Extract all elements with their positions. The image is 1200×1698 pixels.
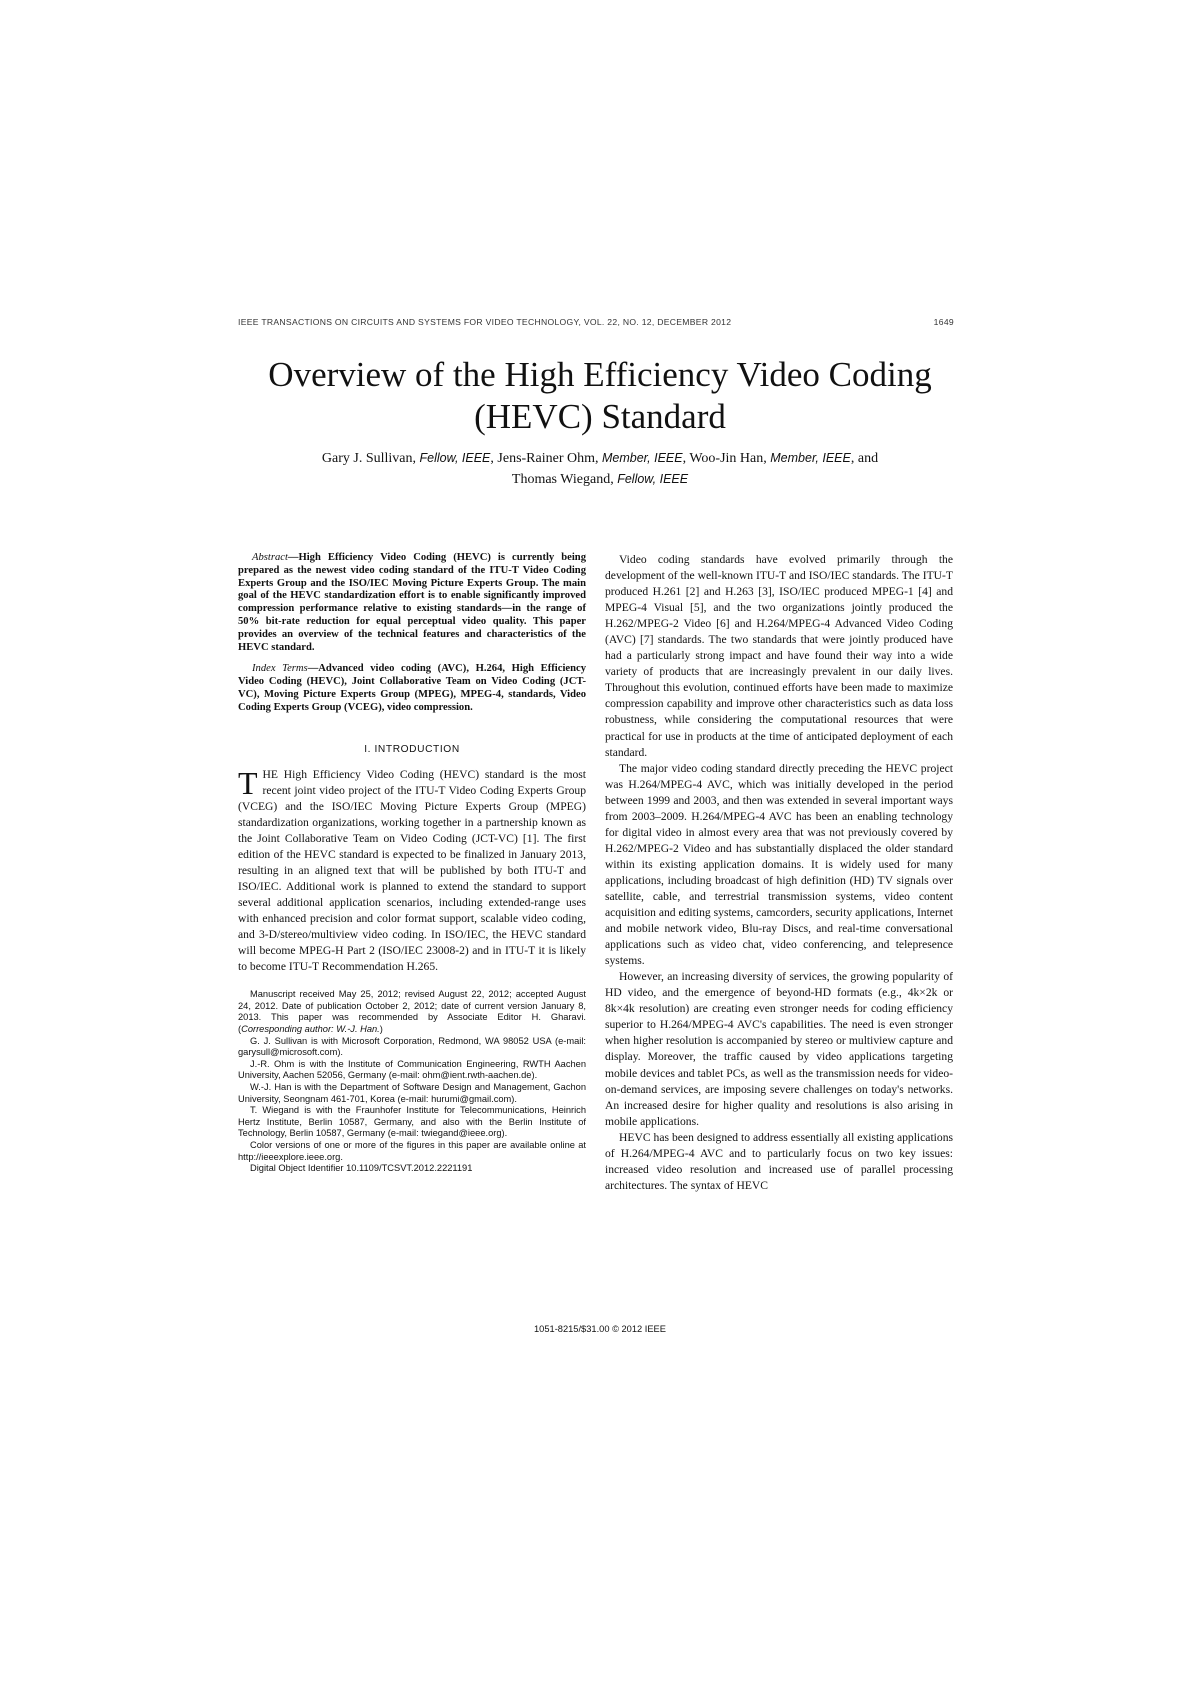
author-separator: , xyxy=(682,451,690,466)
title-line-2: (HEVC) Standard xyxy=(474,397,726,436)
author-name: Woo-Jin Han, xyxy=(689,451,771,466)
running-header xyxy=(238,317,954,327)
journal-name: IEEE TRANSACTIONS ON CIRCUITS AND SYSTEMS FOR VIDEO TECHNOLOGY, VOL. 22, NO. 12, DECEMBER 2012 xyxy=(238,317,732,327)
author-separator: , and xyxy=(850,451,879,466)
author-separator: , xyxy=(490,451,498,466)
section-heading-introduction: I. INTRODUCTION xyxy=(364,743,460,755)
body-paragraph-1: Video coding standards have evolved primarily through the development of the well-known ITU-T and ISO/IEC standards. The ITU-T produced H.261 [2] and H.263 [3], ISO/IEC produced MPEG-1 [4] and MPEG-4 Visual [5], and the two organizations jointly produced the H.262/MPEG-2 Video [6] and H.264/MPEG-4 Advanced Video Coding (AVC) [7] standards. The two standards that were jointly produced have had a particularly strong impact and have found their way into a wide variety of products that are increasingly prevalent in our daily lives. Throughout this evolution, continued efforts have been made to maximize compression capability and improve other characteristics such as data loss robustness, while considering the computational resources that were practical for use in products at the time of anticipated deployment of each standard. xyxy=(605,553,953,759)
footnotes xyxy=(238,989,586,1175)
right-column xyxy=(605,552,953,1194)
footnote-doi: Digital Object Identifier 10.1109/TCSVT.2012.2221191 xyxy=(250,1163,473,1174)
abstract-label: Abstract xyxy=(252,552,288,563)
body-paragraph-2: The major video coding standard directly preceding the HEVC project was H.264/MPEG-4 AVC, which was initially developed in the period between 1999 and 2003, and then was extended in several important ways from 2003–2009. H.264/MPEG-4 AVC has been an enabling technology for digital video in almost every area that was not previously covered by H.262/MPEG-2 Video and has substantially displaced the older standard within its existing application domains. It is widely used for many applications, including broadcast of high definition (HD) TV signals over satellite, cable, and terrestrial transmission systems, video content acquisition and editing systems, camcorders, security applications, Internet and mobile network video, Blu-ray Discs, and real-time conversational applications such as video chat, video conferencing, and telepresence systems. xyxy=(605,761,953,968)
footnote-han: W.-J. Han is with the Department of Software Design and Management, Gachon University, Seongnam 461-701, Korea (e-mail: hurumi@gmail.com). xyxy=(238,1081,586,1104)
abstract-text: —High Efficiency Video Coding (HEVC) is currently being prepared as the newest video coding standard of the ITU-T Video Coding Experts Group and the ISO/IEC Moving Picture Experts Group. The main goal of the HEVC standardization effort is to enable significantly improved compression performance relative to existing standards—in the range of 50% bit-rate reduction for equal perceptual video quality. This paper provides an overview of the technical features and characteristics of the HEVC standard. xyxy=(238,552,586,653)
footnote-corresponding-author: Corresponding author: W.-J. Han. xyxy=(241,1024,380,1034)
footnote-manuscript xyxy=(238,989,586,1035)
index-terms xyxy=(238,663,586,714)
index-terms-text: —Advanced video coding (AVC), H.264, High Efficiency Video Coding (HEVC), Joint Collaborative Team on Video Coding (JCT-VC), Moving Picture Experts Group (MPEG), MPEG-4, standards, Video Coding Experts Group (VCEG), video compression. xyxy=(238,663,586,713)
copyright-line: 1051-8215/$31.00 © 2012 IEEE xyxy=(534,1324,666,1334)
author-name: Jens-Rainer Ohm, xyxy=(497,451,602,466)
left-column xyxy=(238,552,586,1175)
paper-title xyxy=(200,354,1000,438)
author-grade: Fellow, IEEE xyxy=(617,472,689,486)
author-grade: Member, IEEE xyxy=(770,451,851,465)
footnote-manuscript-end: ) xyxy=(379,1024,383,1034)
author-list xyxy=(200,448,1000,490)
body-paragraph-3: However, an increasing diversity of services, the growing popularity of HD video, and the emergence of beyond-HD formats (e.g., 4k×2k or 8k×4k resolution) are creating even stronger needs for coding efficiency superior to H.264/MPEG-4 AVC's capabilities. The need is even stronger when higher resolution is accompanied by stereo or multiview capture and display. Moreover, the traffic caused by video applications targeting mobile devices and tablet PCs, as well as the transmission needs for video-on-demand services, are imposing severe challenges on today's networks. An increased desire for higher quality and resolutions is also arising in mobile applications. xyxy=(605,970,953,1128)
body-paragraph-4: HEVC has been designed to address essentially all existing applications of H.264/MPEG-4 AVC and to particularly focus on two key issues: increased video resolution and increased use of parallel processing architectures. The syntax of HEVC xyxy=(605,1130,953,1192)
footnote-sullivan: G. J. Sullivan is with Microsoft Corporation, Redmond, WA 98052 USA (e-mail: garysull@microsoft.com). xyxy=(238,1035,586,1058)
index-terms-label: Index Terms xyxy=(252,663,308,675)
page-number: 1649 xyxy=(933,317,954,327)
abstract xyxy=(238,552,586,654)
drop-cap: T xyxy=(238,764,258,801)
author-name: Gary J. Sullivan, xyxy=(321,451,420,466)
title-line-1: Overview of the High Efficiency Video Coding xyxy=(268,355,932,394)
author-grade: Member, IEEE xyxy=(602,451,683,465)
footnote-color: Color versions of one or more of the figures in this paper are available online at http://ieeexplore.ieee.org. xyxy=(238,1139,586,1162)
footnote-manuscript-text: Manuscript received May 25, 2012; revised August 22, 2012; accepted August 24, 2012. Date of publication October 2, 2012; date of current version January 8, 2013. This paper was recommended by Associate Editor H. Gharavi. ( xyxy=(238,989,586,1034)
author-name: Thomas Wiegand, xyxy=(511,472,618,487)
footnote-wiegand: T. Wiegand is with the Fraunhofer Institute for Telecommunications, Heinrich Hertz Institute, Berlin 10587, Germany, and also with the Berlin Institute of Technology, Berlin 10587, Germany (e-mail: twiegand@ieee.org). xyxy=(238,1105,586,1139)
intro-paragraph-text: HE High Efficiency Video Coding (HEVC) standard is the most recent joint video project of the ITU-T Video Coding Experts Group (VCEG) and the ISO/IEC Moving Picture Experts Group (MPEG) standardization organizations, working together in a partnership known as the Joint Collaborative Team on Video Coding (JCT-VC) [1]. The first edition of the HEVC standard is expected to be finalized in January 2013, resulting in an aligned text that will be published by both ITU-T and ISO/IEC. Additional work is planned to extend the standard to support several additional application scenarios, including extended-range uses with enhanced precision and color format support, scalable video coding, and 3-D/stereo/multiview video coding. In ISO/IEC, the HEVC standard will become MPEG-H Part 2 (ISO/IEC 23008-2) and in ITU-T it is likely to become ITU-T Recommendation H.265. xyxy=(238,767,586,974)
footnote-ohm: J.-R. Ohm is with the Institute of Communication Engineering, RWTH Aachen University, Aachen 52056, Germany (e-mail: ohm@ient.rwth-aachen.de). xyxy=(238,1058,586,1081)
author-grade: Fellow, IEEE xyxy=(419,451,491,465)
intro-paragraph xyxy=(238,764,586,976)
